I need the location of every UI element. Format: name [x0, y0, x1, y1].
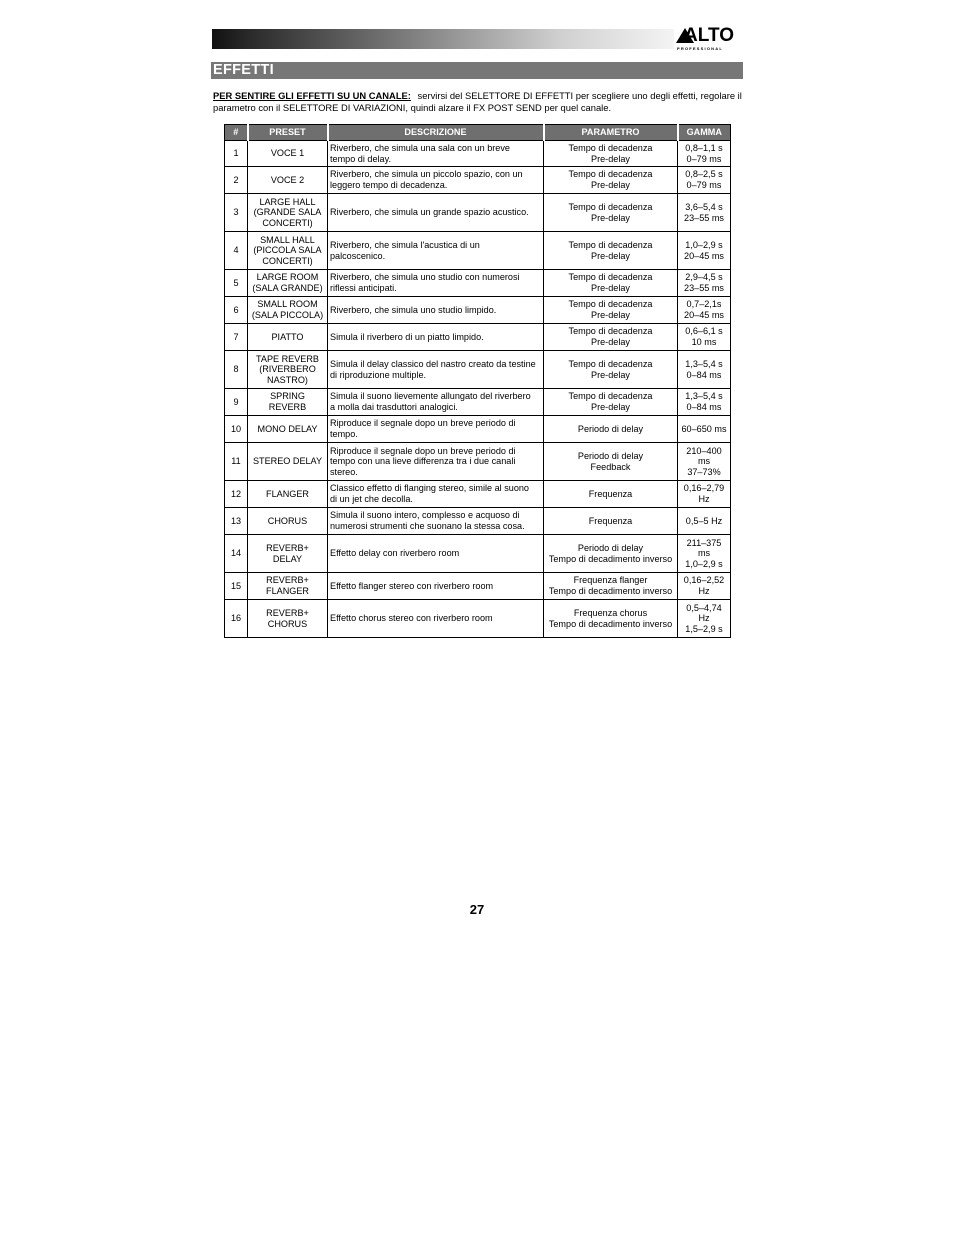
cell-range-line: 0,8–2,5 s [685, 169, 723, 180]
cell-preset [248, 167, 328, 194]
cell-parameter-line: Tempo di decadenza [568, 358, 653, 369]
table-row [225, 194, 731, 232]
intro-text: servirsi del SELETTORE DI EFFETTI per scegliere uno degli effetti, regolare il parametro con il SELETTORE DI VARIAZIONI, quindi alzare il FX POST SEND per quel canale. [213, 90, 742, 113]
cell-parameter-line: Periodo di delay [577, 423, 644, 434]
cell-parameter-line: Tempo di decadenza [568, 142, 653, 153]
cell-preset-line: LARGE HALL [259, 196, 316, 207]
table-row [225, 232, 731, 270]
cell-preset-line: SMALL HALL [260, 234, 315, 245]
cell-preset-line: PIATTO [271, 331, 304, 342]
cell-description-line: leggero tempo di decadenza. [330, 180, 448, 190]
cell-parameter-line: Pre-delay [591, 369, 630, 380]
cell-range-line: 2,9–4,5 s [685, 272, 723, 283]
cell-preset [248, 232, 328, 270]
cell-preset-line: REVERB+ [266, 542, 309, 553]
column-header-parameter: PARAMETRO [544, 125, 678, 141]
logo-subtext: PROFESSIONAL [677, 46, 723, 51]
cell-parameter-line: Tempo di decadenza [568, 239, 653, 250]
cell-description [328, 232, 544, 270]
section-title: EFFETTI [213, 62, 274, 78]
cell-preset [248, 270, 328, 297]
cell-preset [248, 481, 328, 508]
cell-preset-line: (SALA PICCOLA) [251, 310, 324, 320]
cell-preset-line: LARGE ROOM [256, 272, 319, 283]
cell-description-line: Riverbero, che simula uno studio limpido. [330, 304, 497, 315]
cell-parameter-line: Pre-delay [591, 250, 630, 261]
cell-description [328, 389, 544, 416]
cell-parameter [544, 141, 678, 167]
cell-description [328, 481, 544, 508]
cell-description-line: Effetto delay con riverbero room [330, 548, 460, 559]
cell-range [678, 416, 731, 443]
column-header-range: GAMMA [678, 125, 731, 141]
cell-parameter [544, 573, 678, 600]
cell-range-line: 20–45 ms [684, 310, 724, 320]
table-row [225, 141, 731, 167]
cell-num: 6 [225, 297, 248, 324]
cell-description-line: Riproduce il segnale dopo un breve periodo di [330, 418, 516, 429]
cell-description [328, 443, 544, 481]
cell-description [328, 573, 544, 600]
cell-range-line: 211–375 [686, 537, 722, 548]
cell-preset-line: REVERB [268, 402, 307, 412]
cell-description-line: Effetto chorus stereo con riverbero room [330, 613, 493, 624]
cell-description-line: palcoscenico. [330, 250, 386, 261]
cell-num: 15 [225, 573, 248, 600]
cell-range-line: 0–79 ms [686, 180, 722, 190]
cell-num: 5 [225, 270, 248, 297]
table-row [225, 600, 731, 638]
cell-parameter-line: Tempo di decadenza [568, 326, 653, 337]
cell-parameter-line: Tempo di decadimento inverso [548, 618, 673, 629]
cell-range-line: Hz [698, 613, 710, 624]
cell-range-line: 0,6–6,1 s [685, 326, 723, 337]
cell-preset [248, 573, 328, 600]
cell-num: 13 [225, 508, 248, 535]
table-row [225, 351, 731, 389]
cell-parameter [544, 324, 678, 351]
cell-preset-line: CONCERTI) [262, 255, 313, 266]
cell-num: 9 [225, 389, 248, 416]
cell-description-line: tempo con una lieve differenza tra i due canali [330, 456, 516, 467]
cell-parameter [544, 232, 678, 270]
cell-num: 2 [225, 167, 248, 194]
cell-description-line: Simula il suono lievemente allungato del riverbero [330, 391, 531, 402]
cell-preset-line: CONCERTI) [262, 217, 313, 228]
cell-range-line: 1,0–2,9 s [685, 558, 723, 569]
cell-preset-line: VOCE 1 [270, 148, 305, 159]
cell-range [678, 443, 731, 481]
cell-preset-line: FLANGER [266, 586, 309, 596]
cell-parameter-line: Tempo di decadenza [568, 299, 653, 310]
cell-range-line: ms [697, 548, 711, 559]
cell-range-line: 1,3–5,4 s [685, 358, 723, 369]
cell-preset-line: NASTRO) [267, 374, 308, 385]
table-row [225, 416, 731, 443]
cell-preset-line: MONO DELAY [257, 423, 318, 434]
cell-parameter [544, 389, 678, 416]
cell-range-line: 0–84 ms [686, 369, 722, 380]
cell-range-line: 60–650 ms [681, 423, 727, 434]
cell-range [678, 535, 731, 573]
table-row [225, 573, 731, 600]
cell-description [328, 141, 544, 167]
cell-range [678, 270, 731, 297]
table-row [225, 508, 731, 535]
cell-range-line: 1,5–2,9 s [685, 623, 723, 634]
cell-preset-line: STEREO DELAY [252, 456, 323, 467]
cell-preset-line: (PICCOLA SALA [253, 245, 322, 256]
cell-parameter-line: Frequenza [588, 488, 633, 499]
cell-range [678, 324, 731, 351]
table-row [225, 443, 731, 481]
cell-preset-line: DELAY [272, 553, 303, 564]
cell-preset [248, 508, 328, 535]
cell-range-line: 0,5–4,74 [686, 602, 722, 613]
cell-parameter-line: Tempo di decadimento inverso [548, 553, 673, 564]
cell-parameter-line: Pre-delay [591, 310, 630, 320]
cell-range-line: 1,0–2,9 s [685, 239, 723, 250]
cell-description [328, 535, 544, 573]
cell-description-line: Simula il suono intero, complesso e acquoso di [330, 510, 520, 521]
cell-range [678, 481, 731, 508]
cell-preset [248, 416, 328, 443]
cell-preset [248, 443, 328, 481]
table-row [225, 297, 731, 324]
logo-text: ALTO [684, 25, 734, 46]
table-row [225, 389, 731, 416]
cell-num: 3 [225, 194, 248, 232]
cell-preset [248, 324, 328, 351]
cell-preset-line: TAPE REVERB [256, 353, 319, 364]
header-gradient-bar [212, 29, 674, 49]
cell-range-line: 0,7–2,1s [686, 299, 722, 310]
cell-preset [248, 194, 328, 232]
intro-lead: PER SENTIRE GLI EFFETTI SU UN CANALE: [213, 90, 411, 101]
cell-preset-line: VOCE 2 [270, 174, 305, 185]
cell-preset-line: (SALA GRANDE) [252, 283, 323, 293]
column-header-num: # [225, 125, 248, 141]
cell-parameter [544, 416, 678, 443]
cell-range-line: 0,16–2,52 [683, 575, 725, 586]
cell-parameter-line: Pre-delay [591, 180, 630, 190]
cell-parameter-line: Feedback [590, 461, 631, 472]
cell-description-line: Riverbero, che simula un grande spazio acustico. [330, 207, 529, 218]
cell-num: 7 [225, 324, 248, 351]
cell-parameter [544, 508, 678, 535]
cell-range-line: 23–55 ms [684, 212, 724, 223]
cell-parameter-line: Tempo di decadenza [568, 201, 653, 212]
effects-table [224, 124, 731, 638]
cell-description [328, 194, 544, 232]
cell-description-line: di un jet che decolla. [330, 494, 413, 504]
cell-range-line: 0,8–1,1 s [685, 142, 723, 153]
cell-preset [248, 600, 328, 638]
cell-description-line: stereo. [330, 466, 358, 477]
cell-description [328, 508, 544, 535]
cell-range [678, 600, 731, 638]
cell-parameter [544, 600, 678, 638]
cell-range-line: 210–400 [686, 445, 722, 456]
cell-range-line: 0–84 ms [686, 402, 722, 412]
table-row [225, 167, 731, 194]
cell-num: 14 [225, 535, 248, 573]
cell-description-line: tempo. [330, 429, 358, 439]
cell-range-line: 23–55 ms [684, 283, 724, 293]
cell-description [328, 167, 544, 194]
cell-range [678, 389, 731, 416]
cell-description-line: Riverbero, che simula uno studio con numerosi [330, 272, 520, 283]
table-row [225, 535, 731, 573]
cell-range [678, 573, 731, 600]
cell-range-line: 3,6–5,4 s [685, 201, 723, 212]
cell-preset [248, 389, 328, 416]
cell-range [678, 508, 731, 535]
cell-description [328, 297, 544, 324]
cell-num: 8 [225, 351, 248, 389]
cell-range [678, 351, 731, 389]
cell-num: 10 [225, 416, 248, 443]
cell-preset-line: FLANGER [266, 488, 309, 499]
cell-preset-line: CHORUS [267, 515, 308, 526]
cell-description [328, 416, 544, 443]
cell-range-line: 0–79 ms [686, 153, 722, 164]
cell-description-line: numerosi strumenti che suonano la stessa cosa. [330, 521, 525, 531]
cell-range [678, 297, 731, 324]
cell-parameter-line: Tempo di decadenza [568, 169, 653, 180]
cell-parameter-line: Periodo di delay [577, 542, 644, 553]
cell-description [328, 270, 544, 297]
cell-parameter [544, 270, 678, 297]
cell-preset [248, 351, 328, 389]
cell-parameter [544, 167, 678, 194]
cell-range-line: 0,16–2,79 [683, 483, 725, 494]
cell-num: 11 [225, 443, 248, 481]
alto-logo [676, 26, 734, 52]
cell-description-line: Riverbero, che simula l'acustica di un [330, 239, 480, 250]
cell-description [328, 351, 544, 389]
cell-parameter-line: Pre-delay [591, 153, 630, 164]
column-header-description: DESCRIZIONE [328, 125, 544, 141]
cell-description [328, 600, 544, 638]
cell-description-line: Riproduce il segnale dopo un breve periodo di [330, 445, 516, 456]
cell-preset [248, 297, 328, 324]
cell-parameter-line: Tempo di decadimento inverso [548, 586, 673, 596]
cell-parameter-line: Frequenza [588, 515, 633, 526]
cell-num: 4 [225, 232, 248, 270]
cell-preset-line: SMALL ROOM [257, 299, 318, 310]
cell-parameter [544, 351, 678, 389]
cell-range [678, 167, 731, 194]
cell-range-line: 37–73% [687, 466, 721, 477]
cell-description-line: Effetto flanger stereo con riverbero room [330, 580, 494, 591]
cell-description-line: Simula il delay classico del nastro creato da testine [330, 358, 536, 369]
cell-parameter-line: Pre-delay [591, 402, 630, 412]
cell-parameter [544, 535, 678, 573]
cell-range-line: Hz [698, 586, 710, 596]
cell-parameter [544, 297, 678, 324]
cell-description-line: Classico effetto di flanging stereo, simile al suono [330, 483, 529, 494]
cell-preset [248, 141, 328, 167]
cell-range-line: 20–45 ms [684, 250, 724, 261]
cell-parameter-line: Periodo di delay [577, 450, 644, 461]
cell-range-line: 1,3–5,4 s [685, 391, 723, 402]
cell-parameter [544, 194, 678, 232]
cell-preset-line: (GRANDE SALA [253, 207, 322, 218]
cell-preset-line: REVERB+ [266, 607, 309, 618]
column-header-preset: PRESET [248, 125, 328, 141]
cell-preset-line: SPRING [270, 391, 305, 402]
cell-preset-line: CHORUS [267, 618, 308, 629]
cell-preset-line: REVERB+ [266, 575, 309, 586]
cell-description-line: a molla dai trasduttori analogici. [330, 402, 458, 412]
cell-range-line: 10 ms [691, 337, 717, 347]
cell-range [678, 232, 731, 270]
table-row [225, 270, 731, 297]
cell-description-line: Riverbero, che simula una sala con un breve [330, 142, 510, 153]
table-header-row [225, 125, 731, 141]
cell-num: 1 [225, 141, 248, 167]
page-number: 27 [469, 902, 485, 917]
cell-description [328, 324, 544, 351]
cell-range-line: ms [697, 456, 711, 467]
cell-description-line: Simula il riverbero di un piatto limpido. [330, 331, 484, 342]
cell-parameter-line: Tempo di decadenza [568, 272, 653, 283]
section-header-bar [211, 62, 743, 79]
cell-parameter [544, 443, 678, 481]
cell-description-line: tempo di delay. [330, 153, 391, 164]
cell-num: 16 [225, 600, 248, 638]
cell-range [678, 141, 731, 167]
cell-parameter-line: Pre-delay [591, 212, 630, 223]
cell-parameter-line: Pre-delay [591, 337, 630, 347]
cell-preset [248, 535, 328, 573]
cell-description-line: riflessi anticipati. [330, 283, 397, 293]
cell-parameter-line: Pre-delay [591, 283, 630, 293]
cell-range-line: Hz [698, 494, 710, 504]
cell-parameter-line: Tempo di decadenza [568, 391, 653, 402]
table-row [225, 324, 731, 351]
cell-preset-line: (RIVERBERO [259, 364, 316, 375]
cell-parameter-line: Frequenza flanger [573, 575, 648, 586]
cell-description-line: di riproduzione multiple. [330, 369, 427, 380]
cell-parameter-line: Frequenza chorus [573, 607, 648, 618]
intro-paragraph [213, 90, 745, 113]
cell-description-line: Riverbero, che simula un piccolo spazio, con un [330, 169, 523, 180]
cell-num: 12 [225, 481, 248, 508]
table-body [225, 141, 731, 638]
table-row [225, 481, 731, 508]
cell-range-line: 0,5–5 Hz [685, 515, 723, 526]
cell-parameter [544, 481, 678, 508]
cell-range [678, 194, 731, 232]
